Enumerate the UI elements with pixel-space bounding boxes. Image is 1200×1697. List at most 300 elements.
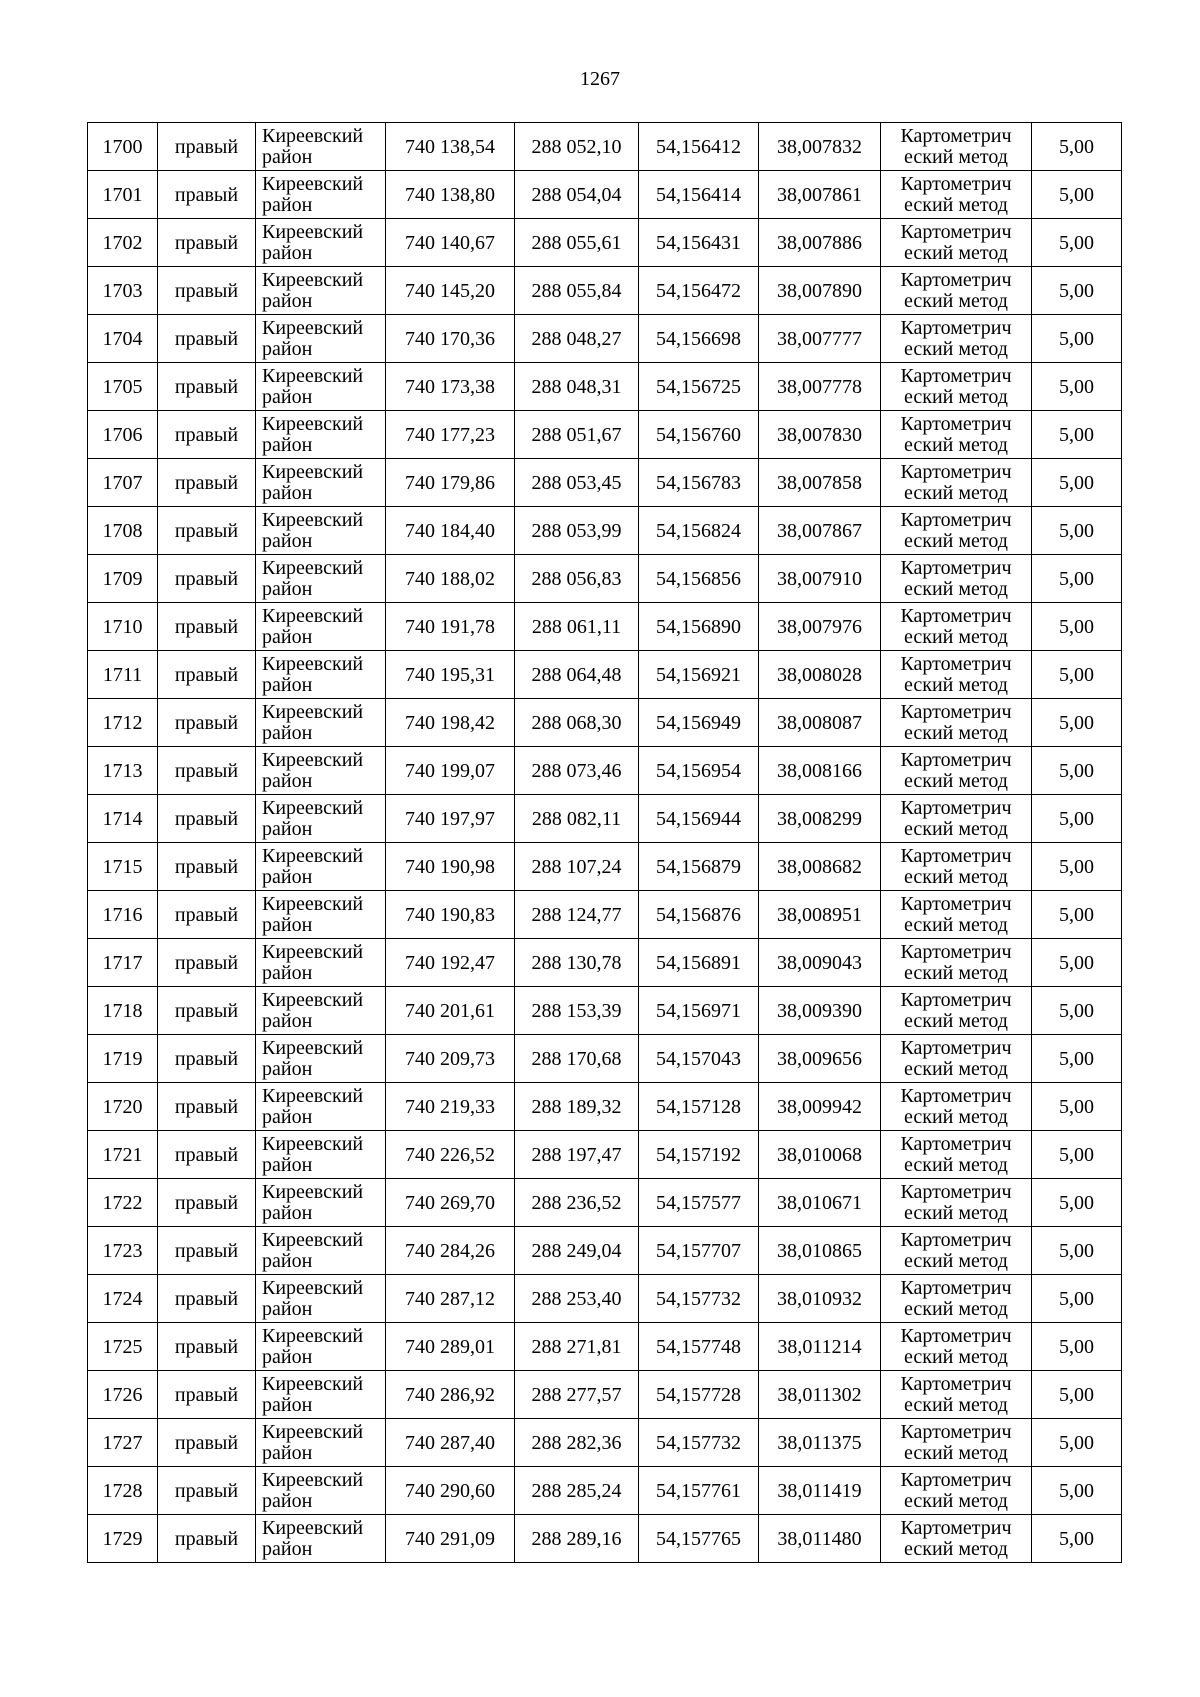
y-coordinate-cell: 288 153,39 [515,987,639,1035]
method-cell [881,459,1032,507]
side-cell: правый [158,507,256,555]
y-coordinate-cell: 288 048,31 [515,363,639,411]
accuracy-cell: 5,00 [1032,1419,1122,1467]
point-number-cell: 1710 [88,603,158,651]
point-number-cell: 1709 [88,555,158,603]
method-cell [881,1227,1032,1275]
method-cell-line: Картометрич [900,796,1012,819]
latitude-cell: 54,157577 [639,1179,759,1227]
x-coordinate-cell: 740 195,31 [386,651,515,699]
method-cell [881,1467,1032,1515]
district-cell-line: район [262,385,313,408]
x-coordinate-cell: 740 226,52 [386,1131,515,1179]
x-coordinate-cell: 740 198,42 [386,699,515,747]
y-coordinate-cell: 288 055,61 [515,219,639,267]
district-cell-line: район [262,241,313,264]
y-coordinate-cell: 288 130,78 [515,939,639,987]
x-coordinate-cell: 740 287,40 [386,1419,515,1467]
x-coordinate-cell: 740 138,54 [386,123,515,171]
method-cell-line: Картометрич [900,1180,1012,1203]
side-cell: правый [158,699,256,747]
method-cell-line: Картометрич [900,1516,1012,1539]
district-cell-line: Киреевский [262,844,364,867]
method-cell-line: еский метод [904,481,1008,504]
method-cell-line: еский метод [904,1537,1008,1560]
point-number-cell: 1726 [88,1371,158,1419]
longitude-cell: 38,011375 [759,1419,881,1467]
table-row [88,1323,1122,1371]
district-cell-line: Киреевский [262,1372,364,1395]
method-cell-line: еский метод [904,1489,1008,1512]
district-cell [256,603,386,651]
method-cell-line: еский метод [904,865,1008,888]
district-cell-line: Киреевский [262,1324,364,1347]
district-cell [256,843,386,891]
y-coordinate-cell: 288 249,04 [515,1227,639,1275]
latitude-cell: 54,156698 [639,315,759,363]
longitude-cell: 38,009390 [759,987,881,1035]
longitude-cell: 38,010932 [759,1275,881,1323]
district-cell-line: район [262,1057,313,1080]
x-coordinate-cell: 740 289,01 [386,1323,515,1371]
method-cell-line: Картометрич [900,940,1012,963]
point-number-cell: 1713 [88,747,158,795]
longitude-cell: 38,007867 [759,507,881,555]
method-cell-line: Картометрич [900,268,1012,291]
accuracy-cell: 5,00 [1032,651,1122,699]
accuracy-cell: 5,00 [1032,1227,1122,1275]
accuracy-cell: 5,00 [1032,411,1122,459]
x-coordinate-cell: 740 173,38 [386,363,515,411]
point-number-cell: 1720 [88,1083,158,1131]
district-cell-line: район [262,1441,313,1464]
x-coordinate-cell: 740 290,60 [386,1467,515,1515]
district-cell-line: район [262,433,313,456]
accuracy-cell: 5,00 [1032,747,1122,795]
x-coordinate-cell: 740 197,97 [386,795,515,843]
method-cell-line: еский метод [904,1105,1008,1128]
district-cell-line: район [262,625,313,648]
district-cell-line: Киреевский [262,652,364,675]
district-cell [256,507,386,555]
method-cell-line: еский метод [904,577,1008,600]
y-coordinate-cell: 288 056,83 [515,555,639,603]
latitude-cell: 54,156891 [639,939,759,987]
district-cell-line: Киреевский [262,364,364,387]
district-cell [256,1131,386,1179]
accuracy-cell: 5,00 [1032,1131,1122,1179]
accuracy-cell: 5,00 [1032,939,1122,987]
district-cell-line: район [262,865,313,888]
method-cell [881,1419,1032,1467]
district-cell-line: район [262,1345,313,1368]
district-cell-line: Киреевский [262,1036,364,1059]
accuracy-cell: 5,00 [1032,1371,1122,1419]
y-coordinate-cell: 288 064,48 [515,651,639,699]
district-cell [256,747,386,795]
method-cell [881,411,1032,459]
method-cell-line: Картометрич [900,316,1012,339]
district-cell [256,891,386,939]
accuracy-cell: 5,00 [1032,1035,1122,1083]
method-cell-line: еский метод [904,1249,1008,1272]
district-cell-line: Киреевский [262,700,364,723]
y-coordinate-cell: 288 285,24 [515,1467,639,1515]
x-coordinate-cell: 740 170,36 [386,315,515,363]
point-number-cell: 1707 [88,459,158,507]
y-coordinate-cell: 288 271,81 [515,1323,639,1371]
latitude-cell: 54,156876 [639,891,759,939]
district-cell [256,171,386,219]
y-coordinate-cell: 288 197,47 [515,1131,639,1179]
district-cell-line: Киреевский [262,412,364,435]
point-number-cell: 1729 [88,1515,158,1563]
table-row [88,267,1122,315]
side-cell: правый [158,219,256,267]
longitude-cell: 38,008028 [759,651,881,699]
method-cell [881,987,1032,1035]
latitude-cell: 54,156760 [639,411,759,459]
district-cell [256,795,386,843]
accuracy-cell: 5,00 [1032,459,1122,507]
method-cell-line: еский метод [904,1441,1008,1464]
method-cell-line: еский метод [904,673,1008,696]
method-cell-line: еский метод [904,625,1008,648]
district-cell-line: район [262,817,313,840]
method-cell [881,123,1032,171]
x-coordinate-cell: 740 269,70 [386,1179,515,1227]
table-row [88,603,1122,651]
longitude-cell: 38,007777 [759,315,881,363]
method-cell-line: Картометрич [900,508,1012,531]
accuracy-cell: 5,00 [1032,795,1122,843]
y-coordinate-cell: 288 051,67 [515,411,639,459]
district-cell-line: Киреевский [262,796,364,819]
point-number-cell: 1717 [88,939,158,987]
method-cell [881,1035,1032,1083]
table-row [88,651,1122,699]
method-cell [881,939,1032,987]
table-row [88,363,1122,411]
x-coordinate-cell: 740 145,20 [386,267,515,315]
longitude-cell: 38,011419 [759,1467,881,1515]
method-cell-line: Картометрич [900,1468,1012,1491]
accuracy-cell: 5,00 [1032,1467,1122,1515]
side-cell: правый [158,1275,256,1323]
accuracy-cell: 5,00 [1032,1179,1122,1227]
side-cell: правый [158,843,256,891]
latitude-cell: 54,157765 [639,1515,759,1563]
method-cell-line: еский метод [904,145,1008,168]
y-coordinate-cell: 288 289,16 [515,1515,639,1563]
point-number-cell: 1722 [88,1179,158,1227]
method-cell [881,603,1032,651]
point-number-cell: 1705 [88,363,158,411]
point-number-cell: 1721 [88,1131,158,1179]
method-cell-line: Картометрич [900,1228,1012,1251]
x-coordinate-cell: 740 188,02 [386,555,515,603]
x-coordinate-cell: 740 199,07 [386,747,515,795]
district-cell-line: Киреевский [262,316,364,339]
table-body [88,123,1122,1563]
x-coordinate-cell: 740 140,67 [386,219,515,267]
method-cell-line: Картометрич [900,220,1012,243]
latitude-cell: 54,156856 [639,555,759,603]
accuracy-cell: 5,00 [1032,171,1122,219]
table-row [88,699,1122,747]
method-cell-line: еский метод [904,721,1008,744]
accuracy-cell: 5,00 [1032,891,1122,939]
side-cell: правый [158,123,256,171]
accuracy-cell: 5,00 [1032,843,1122,891]
district-cell-line: район [262,1393,313,1416]
district-cell [256,987,386,1035]
district-cell-line: район [262,145,313,168]
longitude-cell: 38,010068 [759,1131,881,1179]
latitude-cell: 54,156879 [639,843,759,891]
district-cell [256,699,386,747]
district-cell-line: Киреевский [262,1516,364,1539]
y-coordinate-cell: 288 107,24 [515,843,639,891]
table-row [88,1131,1122,1179]
latitude-cell: 54,156971 [639,987,759,1035]
accuracy-cell: 5,00 [1032,123,1122,171]
y-coordinate-cell: 288 055,84 [515,267,639,315]
method-cell-line: еский метод [904,1393,1008,1416]
x-coordinate-cell: 740 286,92 [386,1371,515,1419]
district-cell-line: Киреевский [262,1276,364,1299]
longitude-cell: 38,007778 [759,363,881,411]
method-cell-line: еский метод [904,1009,1008,1032]
side-cell: правый [158,1083,256,1131]
district-cell-line: район [262,193,313,216]
accuracy-cell: 5,00 [1032,555,1122,603]
district-cell [256,363,386,411]
side-cell: правый [158,555,256,603]
method-cell-line: Картометрич [900,892,1012,915]
latitude-cell: 54,156414 [639,171,759,219]
method-cell [881,1179,1032,1227]
y-coordinate-cell: 288 277,57 [515,1371,639,1419]
x-coordinate-cell: 740 201,61 [386,987,515,1035]
accuracy-cell: 5,00 [1032,267,1122,315]
district-cell-line: Киреевский [262,940,364,963]
table-row [88,171,1122,219]
table-row [88,795,1122,843]
method-cell [881,315,1032,363]
district-cell [256,1515,386,1563]
method-cell [881,795,1032,843]
method-cell [881,507,1032,555]
side-cell: правый [158,171,256,219]
table-row [88,987,1122,1035]
district-cell-line: район [262,721,313,744]
method-cell-line: еский метод [904,817,1008,840]
district-cell-line: Киреевский [262,460,364,483]
district-cell [256,1467,386,1515]
district-cell-line: Киреевский [262,1420,364,1443]
latitude-cell: 54,156921 [639,651,759,699]
longitude-cell: 38,007890 [759,267,881,315]
district-cell-line: Киреевский [262,268,364,291]
table-row [88,1371,1122,1419]
district-cell-line: Киреевский [262,1228,364,1251]
longitude-cell: 38,007830 [759,411,881,459]
district-cell-line: район [262,961,313,984]
point-number-cell: 1718 [88,987,158,1035]
y-coordinate-cell: 288 048,27 [515,315,639,363]
method-cell-line: Картометрич [900,124,1012,147]
method-cell-line: еский метод [904,769,1008,792]
point-number-cell: 1716 [88,891,158,939]
method-cell-line: Картометрич [900,844,1012,867]
table-row [88,891,1122,939]
point-number-cell: 1701 [88,171,158,219]
longitude-cell: 38,007832 [759,123,881,171]
longitude-cell: 38,008951 [759,891,881,939]
latitude-cell: 54,157707 [639,1227,759,1275]
table-row [88,1179,1122,1227]
method-cell-line: Картометрич [900,1324,1012,1347]
method-cell [881,699,1032,747]
side-cell: правый [158,459,256,507]
district-cell-line: район [262,913,313,936]
method-cell-line: еский метод [904,1297,1008,1320]
method-cell-line: Картометрич [900,1276,1012,1299]
accuracy-cell: 5,00 [1032,1275,1122,1323]
latitude-cell: 54,156890 [639,603,759,651]
latitude-cell: 54,156783 [639,459,759,507]
table-row [88,1083,1122,1131]
x-coordinate-cell: 740 177,23 [386,411,515,459]
method-cell-line: еский метод [904,529,1008,552]
table-row [88,315,1122,363]
district-cell-line: Киреевский [262,124,364,147]
y-coordinate-cell: 288 170,68 [515,1035,639,1083]
point-number-cell: 1700 [88,123,158,171]
y-coordinate-cell: 288 052,10 [515,123,639,171]
method-cell-line: Картометрич [900,412,1012,435]
district-cell-line: Киреевский [262,556,364,579]
method-cell-line: еский метод [904,1057,1008,1080]
x-coordinate-cell: 740 184,40 [386,507,515,555]
y-coordinate-cell: 288 061,11 [515,603,639,651]
method-cell-line: Картометрич [900,604,1012,627]
latitude-cell: 54,156949 [639,699,759,747]
method-cell [881,1371,1032,1419]
point-number-cell: 1715 [88,843,158,891]
latitude-cell: 54,157728 [639,1371,759,1419]
district-cell [256,651,386,699]
side-cell: правый [158,1131,256,1179]
side-cell: правый [158,1419,256,1467]
district-cell-line: район [262,1537,313,1560]
method-cell [881,363,1032,411]
page-number: 1267 [580,68,620,90]
point-number-cell: 1708 [88,507,158,555]
latitude-cell: 54,156725 [639,363,759,411]
district-cell-line: район [262,1297,313,1320]
latitude-cell: 54,156824 [639,507,759,555]
x-coordinate-cell: 740 191,78 [386,603,515,651]
method-cell [881,1131,1032,1179]
district-cell [256,939,386,987]
district-cell [256,1371,386,1419]
point-number-cell: 1724 [88,1275,158,1323]
district-cell-line: район [262,1153,313,1176]
side-cell: правый [158,1227,256,1275]
longitude-cell: 38,008087 [759,699,881,747]
table-row [88,1467,1122,1515]
method-cell-line: Картометрич [900,1036,1012,1059]
longitude-cell: 38,011302 [759,1371,881,1419]
district-cell-line: Киреевский [262,508,364,531]
table-row [88,1227,1122,1275]
point-number-cell: 1723 [88,1227,158,1275]
longitude-cell: 38,008299 [759,795,881,843]
district-cell-line: район [262,673,313,696]
method-cell [881,267,1032,315]
latitude-cell: 54,156944 [639,795,759,843]
y-coordinate-cell: 288 236,52 [515,1179,639,1227]
district-cell-line: Киреевский [262,748,364,771]
accuracy-cell: 5,00 [1032,219,1122,267]
method-cell-line: еский метод [904,913,1008,936]
latitude-cell: 54,157732 [639,1275,759,1323]
latitude-cell: 54,157128 [639,1083,759,1131]
method-cell-line: Картометрич [900,700,1012,723]
point-number-cell: 1702 [88,219,158,267]
x-coordinate-cell: 740 287,12 [386,1275,515,1323]
side-cell: правый [158,1179,256,1227]
y-coordinate-cell: 288 082,11 [515,795,639,843]
district-cell [256,459,386,507]
longitude-cell: 38,007910 [759,555,881,603]
table-row [88,747,1122,795]
district-cell-line: район [262,289,313,312]
longitude-cell: 38,009942 [759,1083,881,1131]
x-coordinate-cell: 740 190,83 [386,891,515,939]
district-cell-line: район [262,769,313,792]
y-coordinate-cell: 288 073,46 [515,747,639,795]
district-cell-line: район [262,1009,313,1032]
method-cell-line: еский метод [904,1201,1008,1224]
district-cell-line: Киреевский [262,892,364,915]
method-cell-line: Картометрич [900,460,1012,483]
side-cell: правый [158,1467,256,1515]
district-cell-line: район [262,1201,313,1224]
table-row [88,1515,1122,1563]
method-cell-line: Картометрич [900,1420,1012,1443]
method-cell-line: Картометрич [900,1084,1012,1107]
latitude-cell: 54,156954 [639,747,759,795]
latitude-cell: 54,157732 [639,1419,759,1467]
table-row [88,555,1122,603]
method-cell-line: еский метод [904,1153,1008,1176]
method-cell-line: еский метод [904,1345,1008,1368]
latitude-cell: 54,156431 [639,219,759,267]
point-number-cell: 1712 [88,699,158,747]
accuracy-cell: 5,00 [1032,363,1122,411]
accuracy-cell: 5,00 [1032,987,1122,1035]
point-number-cell: 1714 [88,795,158,843]
method-cell-line: Картометрич [900,748,1012,771]
method-cell [881,1515,1032,1563]
x-coordinate-cell: 740 192,47 [386,939,515,987]
side-cell: правый [158,1323,256,1371]
longitude-cell: 38,009043 [759,939,881,987]
district-cell [256,123,386,171]
